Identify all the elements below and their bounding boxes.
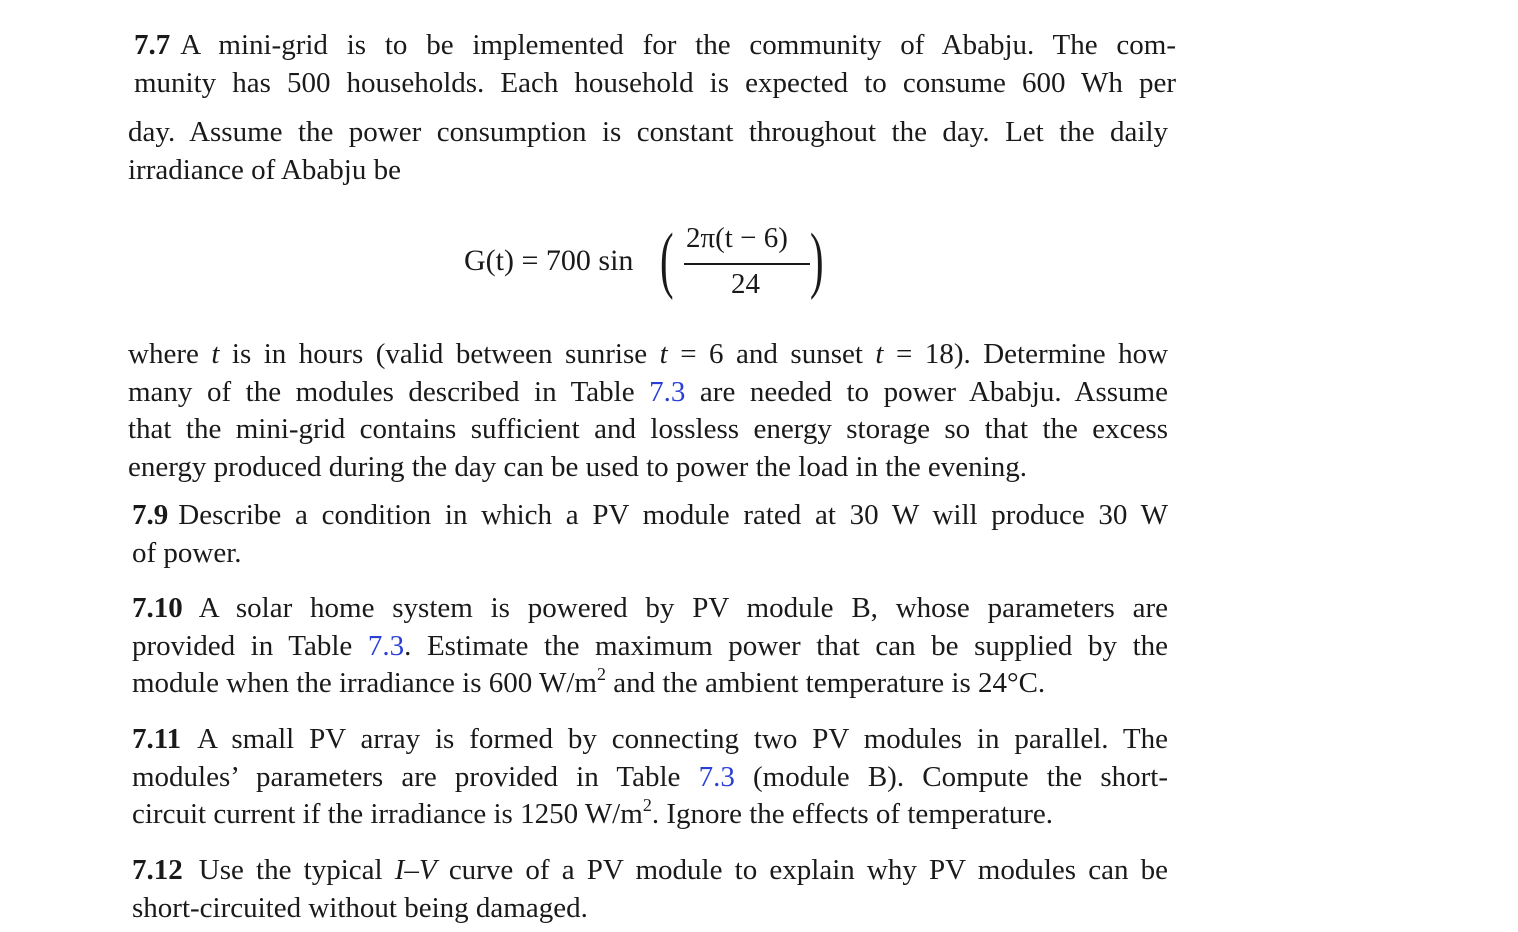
left-paren: ( (660, 219, 674, 301)
problem-7-10-line-2: provided in Table 7.3. Estimate the maximum power that can be supplied by the (132, 629, 1169, 662)
equation-denominator: 24 (731, 268, 760, 300)
equation-numerator: 2π(t − 6) (686, 222, 788, 254)
right-paren: ) (810, 219, 824, 301)
problem-7-12-line-2: short-circuited without being damaged. (132, 891, 588, 924)
problem-7-12-line-1: 7.12 Use the typical I–V curve of a PV module to explain why PV modules can be (132, 854, 1169, 886)
problem-7-7-cont (128, 114, 1168, 189)
problem-7-7-line-4: irradiance of Ababju be (128, 153, 401, 186)
problem-7-9-line-2: of power. (132, 536, 242, 569)
problem-7-7-line-5: where t is in hours (valid between sunrise t = 6 and sunset t = 18). Determine how (128, 338, 1169, 370)
problem-number: 7.10 (132, 592, 183, 624)
problem-7-11-line-3: circuit current if the irradiance is 1250 $W/m^2$. Ignore the effects of temperature. (132, 795, 1054, 830)
table-ref-link[interactable]: 7.3 (698, 760, 735, 793)
problem-7-10-line-3: module when the irradiance is 600 $W/m^2$ and the ambient temperature is 24°C. (132, 664, 1046, 699)
problem-7-7-after (128, 336, 1168, 486)
problem-number: 7.7 (134, 29, 171, 61)
problem-7-7-line-3: day. Assume the power consumption is constant throughout the day. Let the daily (128, 116, 1168, 148)
problem-7-11-line-2: modules’ parameters are provided in Table 7.3 (module B). Compute the short- (132, 760, 1169, 793)
problem-7-7-line-8: energy produced during the day can be used to power the load in the evening. (128, 450, 1027, 483)
problem-7-11 (132, 721, 1168, 834)
problem-number: 7.11 (132, 723, 182, 755)
problem-number: 7.12 (132, 854, 183, 886)
equation-lhs: G(t) = 700 sin (464, 244, 634, 277)
table-ref-link[interactable]: 7.3 (649, 375, 686, 408)
table-ref-link[interactable]: 7.3 (367, 629, 405, 662)
fraction-bar (684, 263, 810, 265)
problem-7-7 (134, 27, 1176, 102)
problem-7-12 (132, 852, 1168, 927)
problem-7-7-line-2: munity has 500 households. Each household is expected to consume 600 Wh per (134, 66, 1176, 99)
problem-7-7-line-1: 7.7 A mini-grid is to be implemented for the community of Ababju. The com- (134, 29, 1176, 61)
problem-7-9-line-1: 7.9 Describe a condition in which a PV module rated at 30 W will produce 30 W (132, 499, 1168, 531)
problem-7-7-line-7: that the mini-grid contains sufficient and lossless energy storage so that the excess (128, 413, 1168, 445)
problem-7-10-line-1: 7.10 A solar home system is powered by PV module B, whose parameters are (132, 592, 1168, 624)
problem-7-10 (132, 590, 1168, 703)
problem-number: 7.9 (132, 499, 169, 531)
problem-7-9 (132, 497, 1168, 572)
problem-7-7-line-6: many of the modules described in Table 7.3 are needed to power Ababju. Assume (128, 375, 1168, 408)
problem-7-11-line-1: 7.11 A small PV array is formed by connecting two PV modules in parallel. The (132, 723, 1168, 755)
